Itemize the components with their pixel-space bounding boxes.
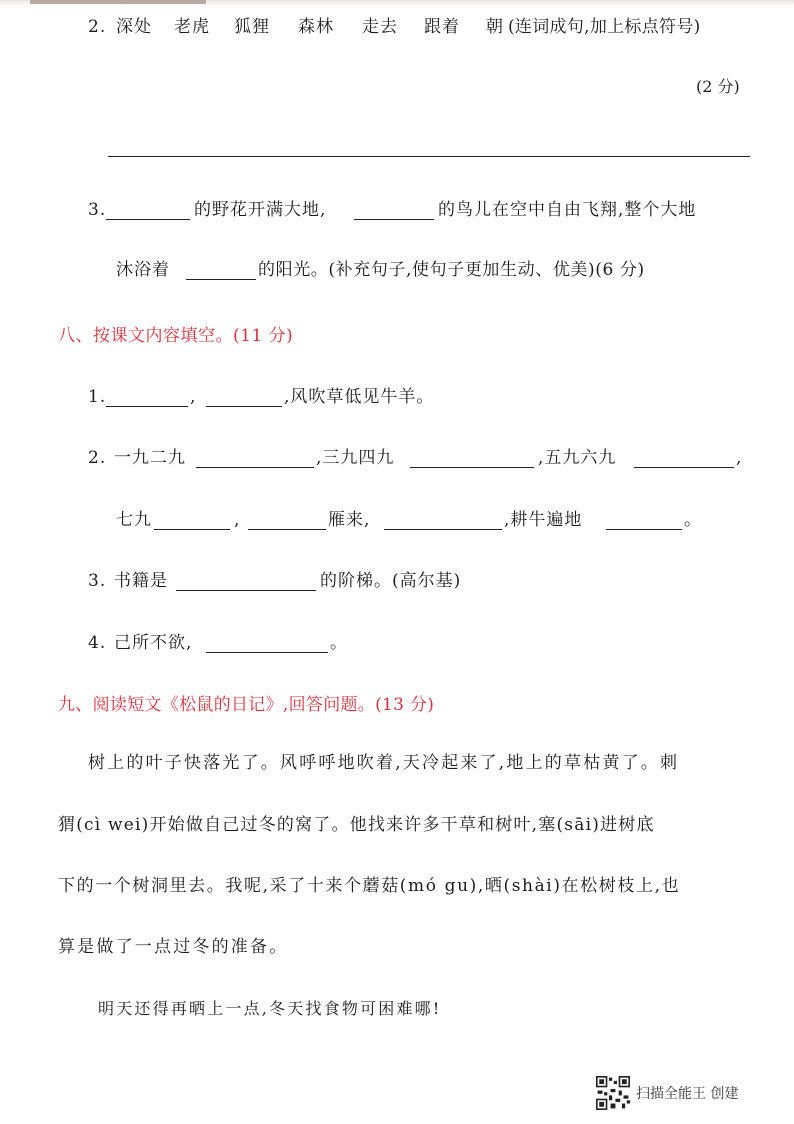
- sentence-text: 的阶梯。(高尔基): [320, 571, 462, 591]
- sentence-text: 的阳光。(补充句子,使句子更加生动、优美)(6 分): [258, 260, 645, 280]
- sentence-text: 己所不欲,: [114, 633, 193, 653]
- scanner-watermark: [596, 1076, 738, 1110]
- answer-blank[interactable]: [634, 447, 734, 468]
- item-number: 1.: [88, 387, 107, 407]
- item-number: 2.: [88, 448, 107, 468]
- qr-code-icon: [596, 1076, 630, 1110]
- answer-blank[interactable]: [176, 570, 316, 591]
- answer-blank[interactable]: [196, 447, 314, 468]
- item-number: 3.: [88, 200, 107, 220]
- word-tile: 走去: [362, 17, 398, 37]
- item-number: 2.: [88, 17, 107, 37]
- answer-blank[interactable]: [410, 447, 534, 468]
- word-tile: 深处: [116, 17, 152, 37]
- punctuation: ,: [234, 510, 241, 530]
- section-heading-9: 九、阅读短文《松鼠的日记》,回答问题。(13 分): [58, 695, 435, 715]
- item-number: 3.: [88, 571, 107, 591]
- answer-blank[interactable]: [354, 199, 434, 220]
- instruction-text: (连词成句,加上标点符号): [508, 17, 701, 37]
- answer-blank[interactable]: [154, 509, 230, 530]
- answer-blank[interactable]: [248, 509, 326, 530]
- sentence-text: 雁来,: [328, 510, 371, 530]
- section-heading-8: 八、按课文内容填空。(11 分): [58, 326, 294, 346]
- punctuation: 。: [684, 510, 702, 530]
- word-tile: 老虎: [174, 17, 210, 37]
- sentence-text: 沐浴着: [116, 260, 170, 280]
- answer-blank[interactable]: [186, 259, 256, 280]
- answer-blank[interactable]: [384, 509, 502, 530]
- word-tile: 朝: [486, 17, 504, 37]
- passage-line: 猬(cì wei)开始做自己过冬的窝了。他找来许多干草和树叶,塞(sāi)进树底: [58, 815, 655, 835]
- word-tile: 跟着: [424, 17, 460, 37]
- answer-blank[interactable]: [606, 509, 682, 530]
- watermark-label: 扫描全能王 创建: [636, 1086, 739, 1102]
- answer-blank[interactable]: [106, 199, 190, 220]
- sentence-text: 一九二九: [114, 448, 186, 468]
- passage-line: 明天还得再晒上一点,冬天找食物可困难哪!: [98, 999, 442, 1018]
- item-number: 4.: [88, 633, 107, 653]
- sentence-text: ,风吹草低见牛羊。: [284, 387, 435, 407]
- sentence-text: ,耕牛遍地: [504, 510, 583, 530]
- sentence-text: 的鸟儿在空中自由飞翔,整个大地: [438, 200, 697, 220]
- sentence-text: ,三九四九: [316, 448, 395, 468]
- sentence-text: 的野花开满大地,: [194, 200, 327, 220]
- sentence-text: 七九: [116, 510, 152, 530]
- answer-line[interactable]: [108, 156, 750, 157]
- answer-blank[interactable]: [106, 386, 188, 407]
- passage-line: 算是做了一点过冬的准备。: [58, 937, 289, 957]
- passage-line: 下的一个树洞里去。我呢,采了十来个蘑菇(mó gu),晒(shài)在松树枝上,也: [58, 876, 681, 896]
- punctuation: ,: [190, 387, 197, 407]
- sentence-text: 书籍是: [114, 571, 168, 591]
- page-fold-shadow: [30, 0, 206, 4]
- answer-blank[interactable]: [206, 386, 282, 407]
- sentence-text: ,五九六九: [538, 448, 617, 468]
- passage-line: 树上的叶子快落光了。风呼呼地吹着,天冷起来了,地上的草枯黄了。刺: [88, 753, 680, 773]
- word-tile: 狐狸: [234, 17, 270, 37]
- punctuation: 。: [330, 633, 348, 653]
- punctuation: ,: [736, 448, 743, 468]
- answer-blank[interactable]: [206, 632, 328, 653]
- word-tile: 森林: [298, 17, 334, 37]
- score-label: (2 分): [696, 77, 740, 96]
